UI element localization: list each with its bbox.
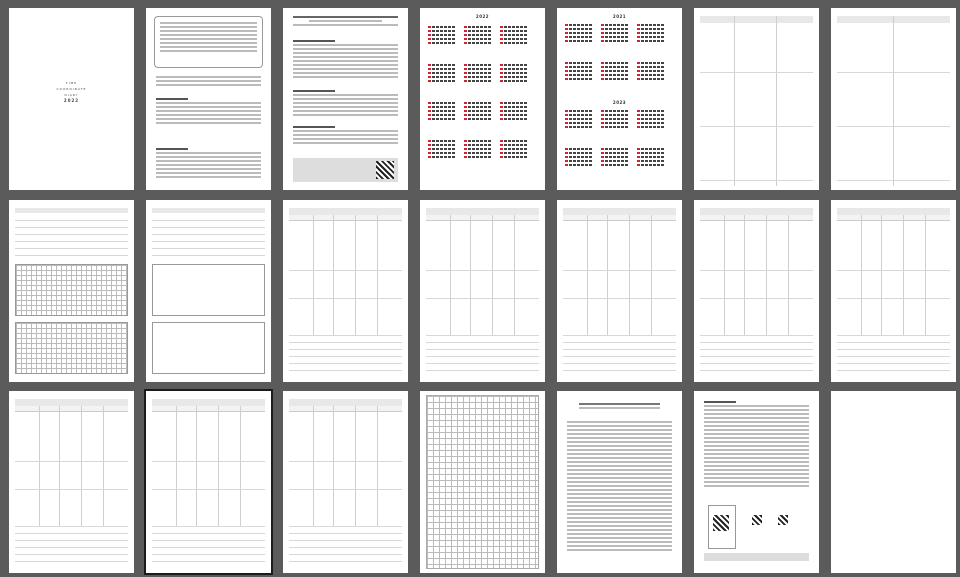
page-thumbnail-letter[interactable] [557, 391, 682, 573]
page-thumbnail-weekly-3[interactable] [557, 200, 682, 382]
calendar-year-label: 2022 [475, 14, 490, 19]
page-thumbnail-weekly-2[interactable] [420, 200, 545, 382]
ruled-line [15, 220, 128, 221]
calendar-month [601, 148, 628, 167]
calendar-month [565, 62, 592, 81]
footer-bar [704, 553, 809, 561]
page-thumbnail-blank[interactable] [831, 391, 956, 573]
page-thumbnail-closing[interactable] [694, 391, 819, 573]
calendar-month [464, 102, 491, 121]
page-thumbnail-howto[interactable] [283, 8, 408, 190]
page-thumbnail-grid-notes-a[interactable] [9, 200, 134, 382]
note-box [152, 322, 265, 374]
page-thumbnail-cover[interactable] [9, 8, 134, 190]
calendar-month [601, 110, 628, 129]
grid-area [15, 264, 128, 316]
qr-code [713, 515, 729, 531]
calendar-month [464, 26, 491, 45]
ruled-line [152, 227, 265, 228]
calendar-month [500, 26, 527, 45]
calendar-year-label-bottom: 2023 [612, 100, 627, 105]
ruled-line [152, 255, 265, 256]
calendar-month [428, 26, 455, 45]
calendar-month [428, 140, 455, 159]
page-thumbnail-graph-paper[interactable] [420, 391, 545, 573]
calendar-month [637, 148, 664, 167]
ruled-line [15, 227, 128, 228]
cover-year: 2022 [63, 98, 80, 103]
ruled-line [15, 241, 128, 242]
page-thumbnail-calendar-2022[interactable] [420, 8, 545, 190]
calendar-month [601, 24, 628, 43]
page-thumbnail-weekly-6[interactable] [9, 391, 134, 573]
calendar-month [500, 102, 527, 121]
calendar-month [565, 110, 592, 129]
qr-code [376, 161, 394, 179]
page-thumbnail-weekly-4[interactable] [694, 200, 819, 382]
thumbnail-grid [9, 8, 953, 572]
ruled-line [15, 248, 128, 249]
calendar-month [565, 148, 592, 167]
ruled-line [15, 255, 128, 256]
ruled-line [152, 234, 265, 235]
page-thumbnail-weekly-7-selected[interactable] [146, 391, 271, 573]
ruled-line [15, 234, 128, 235]
page-thumbnail-intro[interactable] [146, 8, 271, 190]
calendar-month [428, 64, 455, 83]
calendar-month [637, 110, 664, 129]
page-thumbnail-grid-notes-b[interactable] [146, 200, 271, 382]
calendar-month [500, 140, 527, 159]
page-thumbnail-calendar-2021-2023[interactable] [557, 8, 682, 190]
page-thumbnail-weekly-1[interactable] [283, 200, 408, 382]
calendar-month [428, 102, 455, 121]
calendar-month [500, 64, 527, 83]
calendar-month [464, 64, 491, 83]
page-thumbnail-year-plan-b[interactable] [831, 8, 956, 190]
qr-code [752, 515, 762, 525]
ruled-line [152, 248, 265, 249]
calendar-month [565, 24, 592, 43]
calendar-year-label-top: 2021 [612, 14, 627, 19]
cover-title-line3: DIARY [64, 93, 79, 97]
graph-paper [426, 395, 539, 569]
page-thumbnail-year-plan-a[interactable] [694, 8, 819, 190]
page-thumbnail-weekly-8[interactable] [283, 391, 408, 573]
calendar-month [464, 140, 491, 159]
cover-title-line1: TIME [65, 81, 78, 85]
note-box [152, 264, 265, 316]
calendar-month [637, 24, 664, 43]
ruled-line [152, 241, 265, 242]
calendar-month [637, 62, 664, 81]
qr-code [778, 515, 788, 525]
grid-area [15, 322, 128, 374]
page-thumbnail-weekly-5[interactable] [831, 200, 956, 382]
calendar-month [601, 62, 628, 81]
ruled-line [152, 220, 265, 221]
cover-title-line2: COORDINATE [56, 87, 87, 91]
